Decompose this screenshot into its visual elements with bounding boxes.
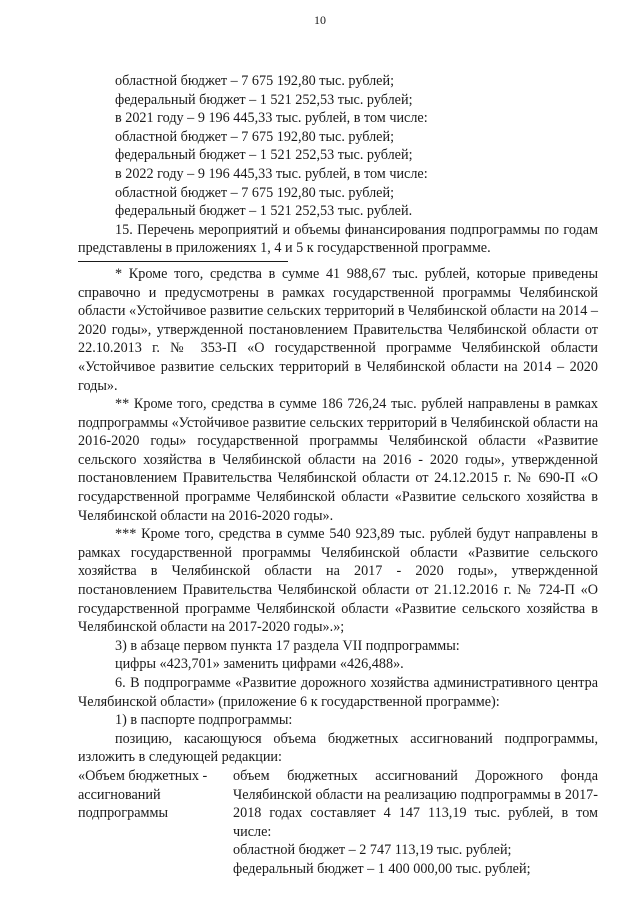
budget-line: федеральный бюджет – 1 521 252,53 тыс. рублей;: [115, 91, 413, 108]
passport-label-cell: [78, 767, 233, 879]
budget-line: областной бюджет – 7 675 192,80 тыс. рублей;: [115, 184, 395, 201]
passport-value-line: объем бюджетных ассигнований Дорожного фонда Челябинской области на реализацию подпрограммы в 2017-2018 годах составляет 4 147 113,19 тыс. рублей, в том числе:: [233, 767, 598, 840]
passport-value-cell: [233, 767, 598, 879]
page-number: 10: [314, 13, 326, 27]
footnote-2: ** Кроме того, средства в сумме 186 726,24 тыс. рублей направлены в рамках подпрограммы «Устойчивое развитие сельских территорий в Челябинской области на 2016-2020 годы» государственной программы Челябинской области «Развитие сельского хозяйства в Челябинской области на 2016 - 2020 годы», утвержденной постановлением Правительства Челябинской области от 24.12.2015 г. № 690-П «О государственной программе Челябинской области «Развитие сельского хозяйства в Челябинской области на 2016-2020 годы».: [78, 396, 598, 524]
passport-table-row: [78, 767, 598, 879]
footnote-1: * Кроме того, средства в сумме 41 988,67 тыс. рублей, которые приведены справочно и предусмотрены в рамках государственной программы Челябинской области «Устойчивое развитие сельских территорий в Челябинской области на 2014 – 2020 годы», утвержденной постановлением Правительства Челябинской области от 22.10.2013 г. № 353-П «О государственной программе Челябинской области «Устойчивое развитие сельских территорий в Челябинской области на 2014 – 2020 годы».: [78, 265, 598, 394]
budget-line: областной бюджет – 7 675 192,80 тыс. рублей;: [115, 128, 395, 145]
budget-line: федеральный бюджет – 1 521 252,53 тыс. рублей;: [115, 147, 413, 164]
paragraph-passport: 1) в паспорте подпрограммы:: [115, 712, 293, 729]
footnote-3: *** Кроме того, средства в сумме 540 923,89 тыс. рублей будут направлены в рамках государственной программы Челябинской области «Развитие сельского хозяйства в Челябинской области на 2017 - 2020 годы», утвержденной постановлением Правительства Челябинской области от 21.12.2016 г. № 724-П «О государственной программе Челябинской области «Развитие сельского хозяйства в Челябинской области на 2017-2020 годы».»;: [78, 526, 598, 636]
item-15-paragraph: 15. Перечень мероприятий и объемы финансирования подпрограммы по годам представлены в приложениях 1, 4 и 5 к государственной программе.: [78, 221, 598, 257]
paragraph-numbers-replace: цифры «423,701» заменить цифрами «426,488».: [115, 656, 404, 673]
paragraph-6: 6. В подпрограмме «Развитие дорожного хозяйства административного центра Челябинской области» (приложение 6 к государственной программе):: [78, 675, 598, 710]
paragraph-position: позицию, касающуюся объема бюджетных ассигнований подпрограммы, изложить в следующей редакции:: [78, 730, 598, 766]
passport-label: «Объем бюджетных - ассигнований подпрограммы: [78, 767, 208, 822]
passport-value-line: федеральный бюджет – 1 400 000,00 тыс. рублей;: [233, 860, 531, 877]
document-body: [78, 72, 598, 879]
budget-line: в 2021 году – 9 196 445,33 тыс. рублей, в том числе:: [115, 110, 428, 127]
paragraph-3: 3) в абзаце первом пункта 17 раздела VII подпрограммы:: [115, 637, 460, 654]
budget-line: областной бюджет – 7 675 192,80 тыс. рублей;: [115, 73, 395, 89]
passport-value-line: областной бюджет – 2 747 113,19 тыс. рублей;: [233, 842, 512, 859]
footnote-separator: [78, 261, 288, 262]
budget-line: в 2022 году – 9 196 445,33 тыс. рублей, в том числе:: [115, 165, 428, 182]
budget-line: федеральный бюджет – 1 521 252,53 тыс. рублей.: [115, 203, 413, 220]
